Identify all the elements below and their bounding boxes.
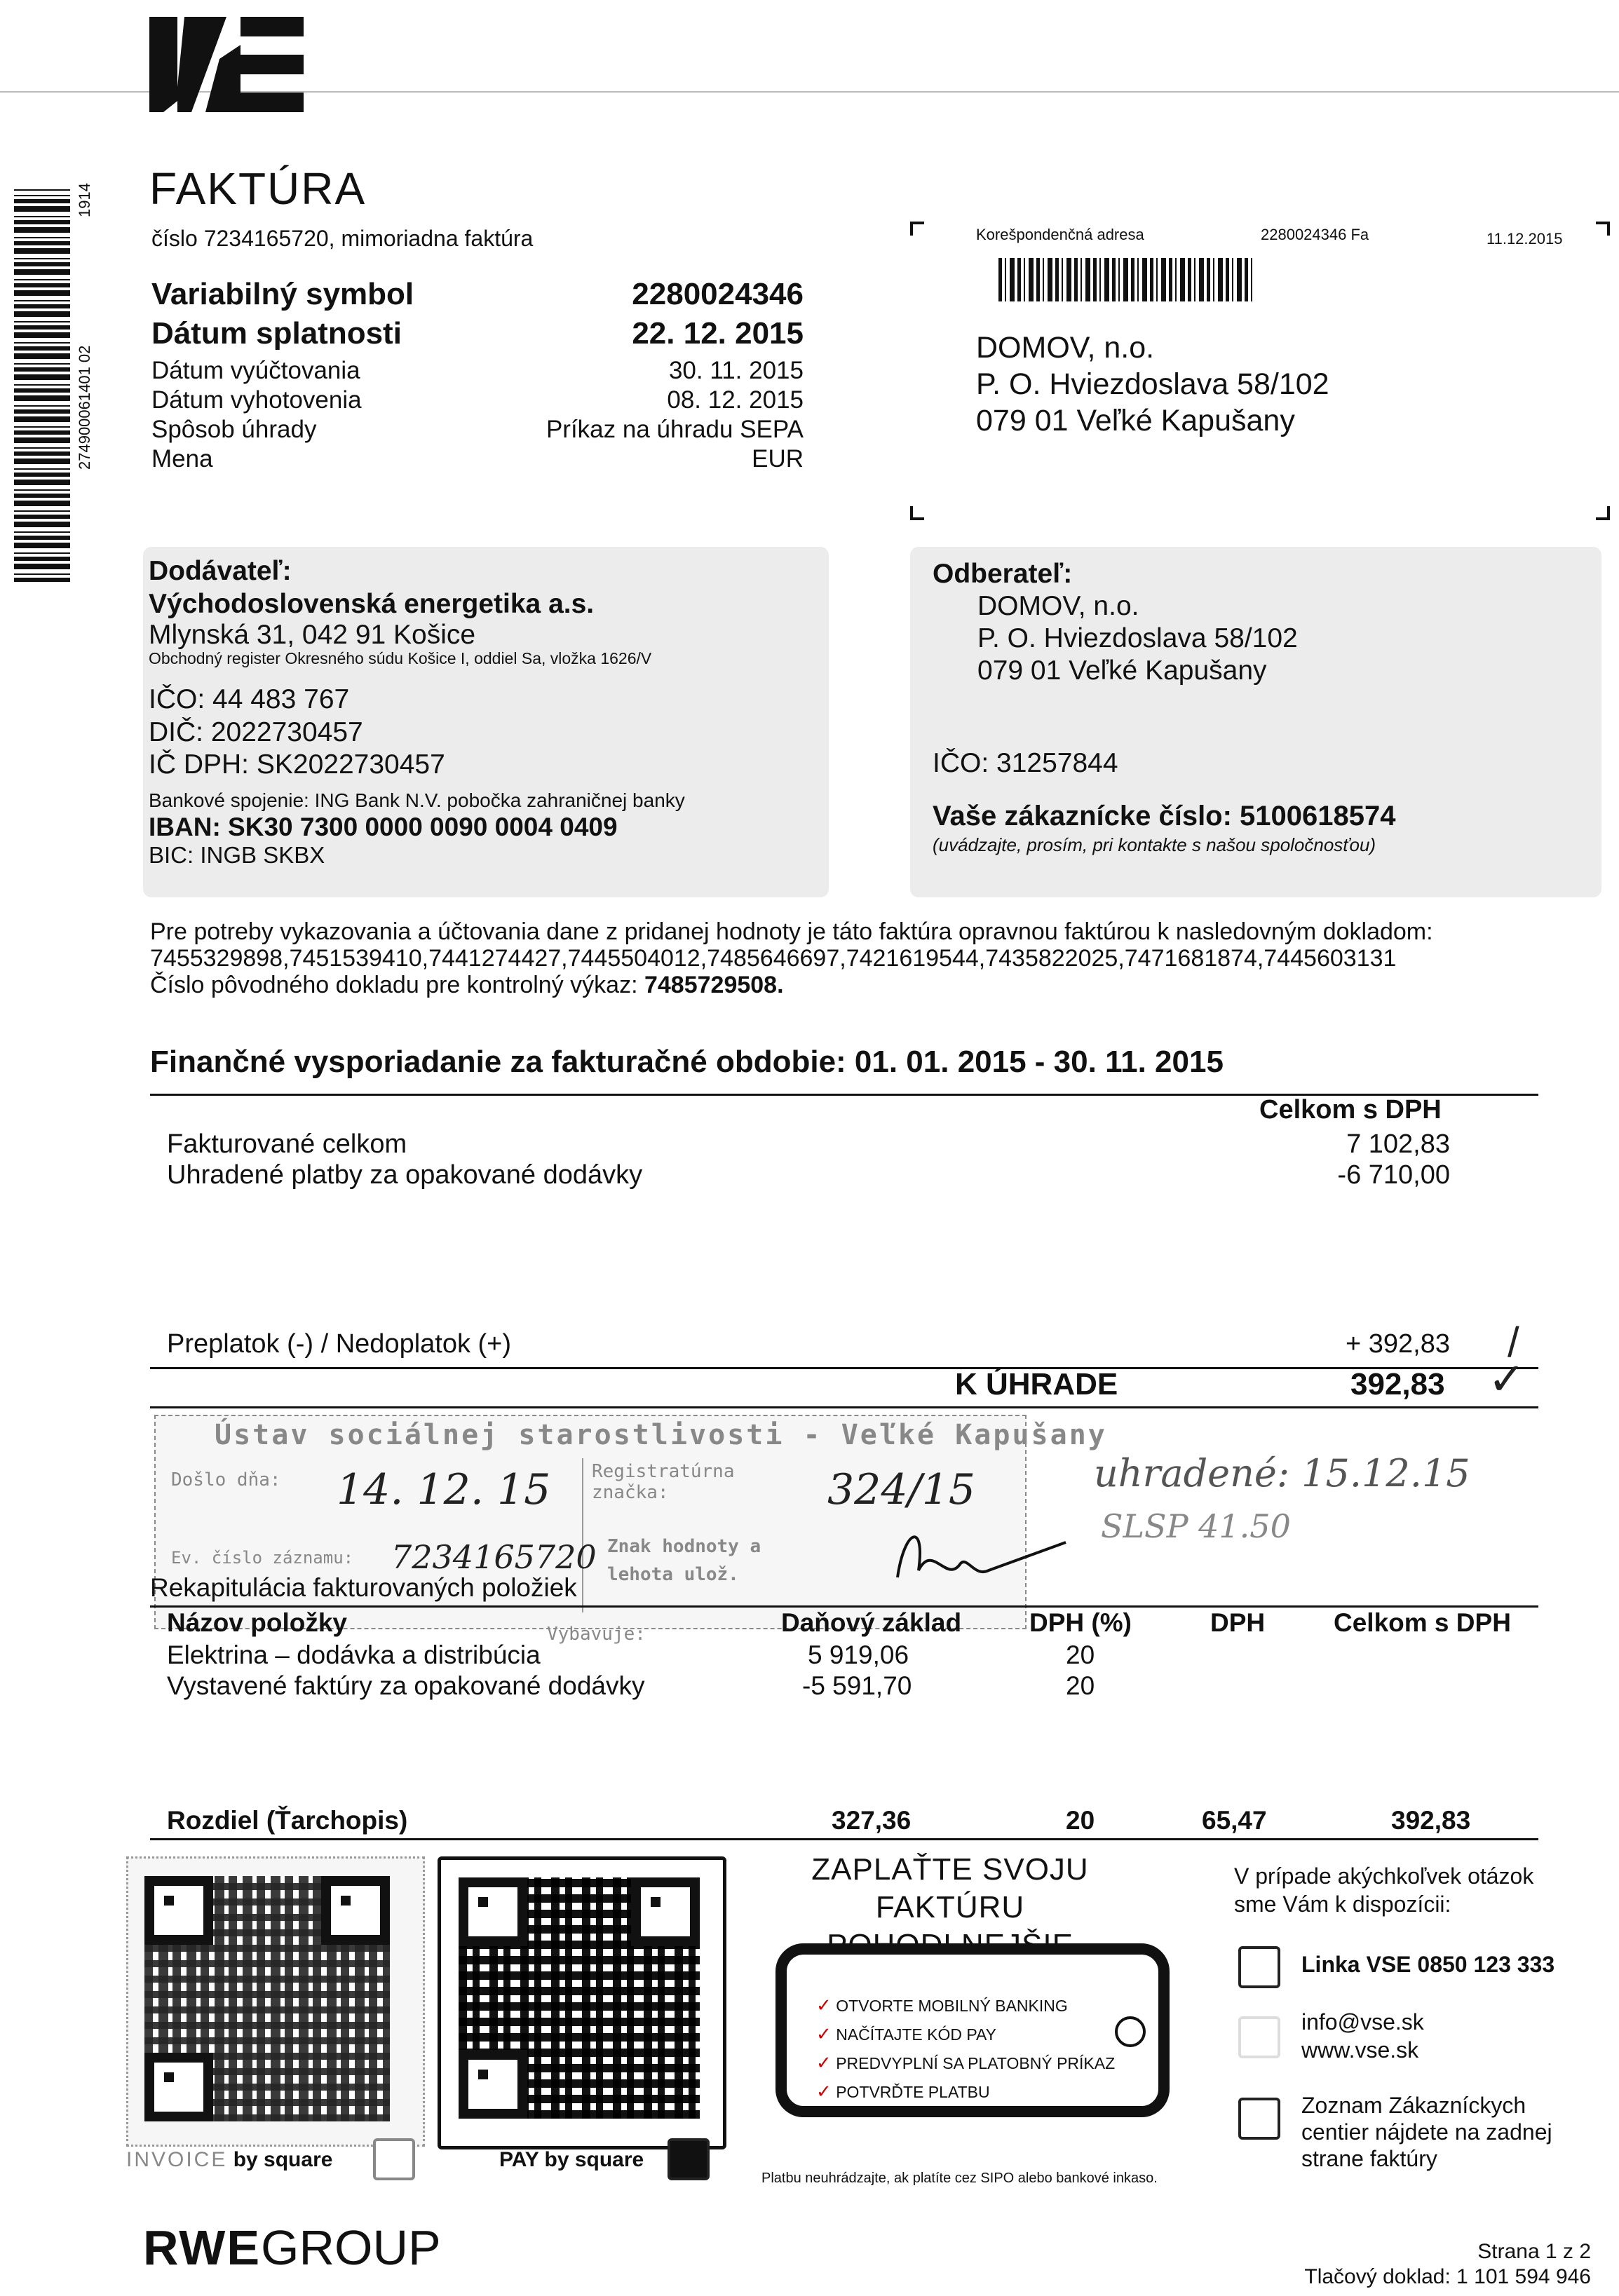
recap-header-vat: DPH xyxy=(1210,1608,1266,1637)
stamp-doslo-value: 14. 12. 15 xyxy=(337,1465,551,1514)
settlement-row-value: -6 710,00 xyxy=(1337,1160,1450,1190)
variable-symbol-label: Variabilný symbol xyxy=(151,277,414,311)
stamp-reg-label: Registratúrna značka: xyxy=(592,1461,735,1503)
payment-footnote: Platbu neuhrádzajte, ak platíte cez SIPO alebo bankové inkaso. xyxy=(761,2171,1158,2186)
invoice-by-label: by square xyxy=(233,2148,333,2171)
correction-note xyxy=(150,918,1594,998)
contact-email[interactable]: info@vse.sk xyxy=(1301,2009,1424,2035)
settlement-rule-mid xyxy=(150,1367,1538,1369)
balance-label: Preplatok (-) / Nedoplatok (+) xyxy=(167,1329,512,1359)
window-corner-br xyxy=(1596,506,1610,520)
invoice-qr-finder xyxy=(321,1876,390,1945)
check-icon: ✓ xyxy=(816,2023,832,2044)
handwritten-bank-note: SLSP 41.50 xyxy=(1101,1507,1291,1545)
settlement-title: Finančné vysporiadanie za fakturačné obdobie: 01. 01. 2015 - 30. 11. 2015 xyxy=(150,1045,1224,1079)
supplier-iban: IBAN: SK30 7300 0000 0090 0004 0409 xyxy=(149,813,618,841)
brand-light: GROUP xyxy=(261,2220,441,2275)
variable-symbol-value: 2280024346 xyxy=(632,277,804,311)
recap-rule-bottom xyxy=(150,1838,1538,1840)
rwe-group-logo xyxy=(143,2220,441,2276)
customer-center-icon xyxy=(1238,2098,1280,2140)
payment-card-icon xyxy=(668,2138,710,2180)
contact-intro xyxy=(1234,1862,1533,1918)
note-line-3-label: Číslo pôvodného dokladu pre kontrolný výkaz: xyxy=(150,972,638,998)
invoice-document-icon xyxy=(373,2138,415,2180)
check-icon: ✓ xyxy=(816,2052,832,2073)
pay-square-label: PAY by square xyxy=(499,2148,644,2171)
due-label: K ÚHRADE xyxy=(955,1367,1118,1401)
meta-row-value: 08. 12. 2015 xyxy=(667,386,804,414)
recap-total-vat-pct: 20 xyxy=(1066,1806,1095,1835)
address-barcode xyxy=(998,258,1254,301)
correspondence-label: Korešpondenčná adresa xyxy=(976,226,1144,243)
note-line-3 xyxy=(150,972,1594,998)
phone-home-button xyxy=(1115,2016,1146,2047)
recap-header-row xyxy=(167,1608,1513,1639)
table-row xyxy=(167,1671,1513,1702)
pay-qr-finder xyxy=(459,1877,527,1946)
due-date-label: Dátum splatnosti xyxy=(151,316,402,351)
correspondence-code: 2280024346 Fa xyxy=(1261,226,1369,243)
stamp-vybavuje-label: Vybavuje: xyxy=(547,1624,646,1645)
recap-total-name: Rozdiel (Ťarchopis) xyxy=(167,1806,408,1835)
supplier-register: Obchodný register Okresného súdu Košice I, oddiel Sa, vložka 1626/V xyxy=(149,649,652,667)
customer-info xyxy=(933,558,1592,855)
supplier-dic: DIČ: 2022730457 xyxy=(149,717,363,747)
supplier-ico: IČO: 44 483 767 xyxy=(149,684,350,714)
window-corner-tr xyxy=(1596,222,1610,236)
address-name: DOMOV, n.o. xyxy=(976,331,1155,365)
invoice-qr-finder xyxy=(144,2053,213,2121)
vse-logo xyxy=(149,17,304,112)
recap-item-vat-pct: 20 xyxy=(1066,1641,1095,1669)
phone-icon xyxy=(1238,1946,1280,1988)
contact-centers-line-3: strane faktúry xyxy=(1301,2146,1437,2171)
contact-phone: Linka VSE 0850 123 333 xyxy=(1301,1952,1555,1977)
recap-total-row xyxy=(167,1806,1513,1837)
recap-total-vat: 65,47 xyxy=(1202,1806,1267,1835)
address-city: 079 01 Veľké Kapušany xyxy=(976,404,1295,437)
page-number: Strana 1 z 2 xyxy=(1477,2240,1591,2263)
meta-row-value: EUR xyxy=(752,445,804,473)
window-corner-tl xyxy=(910,222,924,236)
meta-row-label: Dátum vyhotovenia xyxy=(151,386,362,414)
supplier-name: Východoslovenská energetika a.s. xyxy=(149,589,595,619)
payment-step: ✓ PREDVYPLNÍ SA PLATOBNÝ PRÍKAZ xyxy=(816,2052,1116,2073)
recap-total-base: 327,36 xyxy=(832,1806,912,1835)
settlement-col-header: Celkom s DPH xyxy=(1259,1095,1442,1125)
promo-title-line-1: ZAPLAŤTE SVOJU FAKTÚRU xyxy=(811,1852,1089,1924)
page-title: FAKTÚRA xyxy=(149,163,367,214)
table-row xyxy=(167,1641,1513,1671)
settlement-row-label: Uhradené platby za opakované dodávky xyxy=(167,1160,643,1190)
recap-item-vat-pct: 20 xyxy=(1066,1671,1095,1700)
stamp-divider xyxy=(582,1458,583,1612)
recap-item-base: 5 919,06 xyxy=(808,1641,909,1669)
customer-city: 079 01 Veľké Kapušany xyxy=(977,655,1267,686)
check-mark-2: ✓ xyxy=(1488,1354,1526,1404)
contact-intro-line-1: V prípade akýchkoľvek otázok xyxy=(1234,1863,1534,1889)
payment-step: ✓ OTVORTE MOBILNÝ BANKING xyxy=(816,1995,1068,2016)
note-line-3-value: 7485729508. xyxy=(644,972,784,998)
correspondence-date: 11.12.2015 xyxy=(1486,230,1563,247)
invoice-square-label xyxy=(126,2148,332,2172)
meta-row-value: Príkaz na úhradu SEPA xyxy=(546,416,804,443)
print-document-number: Tlačový doklad: 1 101 594 946 xyxy=(1304,2265,1591,2288)
contact-website[interactable]: www.vse.sk xyxy=(1301,2037,1419,2063)
balance-row xyxy=(167,1329,1450,1359)
check-icon: ✓ xyxy=(816,1995,832,2016)
correspondence-address xyxy=(976,330,1329,439)
check-mark-1: / xyxy=(1508,1319,1519,1366)
side-code-top: 1914 xyxy=(76,183,93,217)
pay-qr-finder xyxy=(459,2050,527,2119)
settlement-rule-bottom xyxy=(150,1406,1538,1408)
meta-row-value: 30. 11. 2015 xyxy=(668,357,804,384)
supplier-heading: Dodávateľ: xyxy=(149,556,292,586)
stamp-cislo-label: Ev. číslo záznamu: xyxy=(171,1548,354,1568)
recap-title: Rekapitulácia fakturovaných položiek xyxy=(150,1573,577,1602)
invoice-meta xyxy=(151,275,804,474)
stamp-cislo-value: 7234165720 xyxy=(391,1538,597,1576)
check-icon: ✓ xyxy=(816,2081,832,2102)
payment-step: ✓ POTVRĎTE PLATBU xyxy=(816,2081,990,2102)
contact-web xyxy=(1301,2008,1424,2064)
invoice-qr-finder xyxy=(144,1876,213,1945)
customer-heading: Odberateľ: xyxy=(933,559,1073,589)
window-corner-bl xyxy=(910,506,924,520)
settlement-rows xyxy=(167,1129,1450,1190)
recap-item-name: Elektrina – dodávka a distribúcia xyxy=(167,1641,541,1669)
recap-item-name: Vystavené faktúry za opakované dodávky xyxy=(167,1671,645,1700)
stamp-title: Ústav sociálnej starostlivosti - Veľké Kapušany xyxy=(215,1419,1107,1451)
settlement-row-value: 7 102,83 xyxy=(1346,1129,1450,1159)
brand-bold: RWE xyxy=(143,2220,262,2275)
email-icon xyxy=(1238,2016,1280,2058)
customer-note: (uvádzajte, prosím, pri kontakte s našou spoločnosťou) xyxy=(933,834,1376,855)
customer-ico: IČO: 31257844 xyxy=(933,748,1118,778)
customer-number: Vaše zákaznícke číslo: 5100618574 xyxy=(933,801,1396,831)
meta-row-label: Spôsob úhrady xyxy=(151,416,317,443)
pay-qr-finder xyxy=(631,1877,700,1946)
supplier-address: Mlynská 31, 042 91 Košice xyxy=(149,620,476,650)
invoice-number: číslo 7234165720, mimoriadna faktúra xyxy=(151,226,534,251)
payment-step: ✓ NAČÍTAJTE KÓD PAY xyxy=(816,2023,996,2044)
side-code-bottom: 274900061401 02 xyxy=(76,345,93,470)
side-barcode xyxy=(14,189,70,582)
supplier-info xyxy=(149,555,822,869)
invoice-label: INVOICE xyxy=(126,2148,228,2171)
note-line-1: Pre potreby vykazovania a účtovania dane z pridanej hodnoty je táto faktúra opravnou faktúrou k nasledovným dokladom: xyxy=(150,918,1433,945)
customer-name: DOMOV, n.o. xyxy=(977,591,1139,621)
stamp-doslo-label: Došlo dňa: xyxy=(171,1469,281,1490)
payment-steps xyxy=(816,1991,1115,2106)
signature xyxy=(890,1514,1073,1598)
stamp-znak-label: Znak hodnoty a lehota ulož. xyxy=(607,1536,761,1585)
settlement-row-label: Fakturované celkom xyxy=(167,1129,407,1159)
address-street: P. O. Hviezdoslava 58/102 xyxy=(976,367,1329,401)
recap-total-total: 392,83 xyxy=(1391,1806,1471,1835)
due-date-value: 22. 12. 2015 xyxy=(632,316,804,351)
balance-value: + 392,83 xyxy=(1346,1329,1450,1359)
contact-intro-line-2: sme Vám k dispozícii: xyxy=(1234,1891,1451,1917)
customer-street: P. O. Hviezdoslava 58/102 xyxy=(977,623,1298,653)
recap-header-total: Celkom s DPH xyxy=(1334,1608,1511,1637)
handwritten-paid-note: uhradené: 15.12.15 xyxy=(1094,1451,1470,1495)
contact-centers xyxy=(1301,2092,1552,2172)
recap-header-base: Daňový základ xyxy=(781,1608,962,1637)
supplier-bank: Bankové spojenie: ING Bank N.V. pobočka zahraničnej banky xyxy=(149,789,685,811)
footer-page xyxy=(1304,2239,1591,2290)
stamp-reg-value: 324/15 xyxy=(827,1465,976,1514)
meta-row-label: Mena xyxy=(151,445,213,473)
supplier-bic: BIC: INGB SKBX xyxy=(149,842,325,868)
meta-row-label: Dátum vyúčtovania xyxy=(151,357,360,384)
supplier-icdph: IČ DPH: SK2022730457 xyxy=(149,749,445,780)
contact-centers-line-1: Zoznam Zákazníckych xyxy=(1301,2093,1526,2118)
contact-centers-line-2: centier nájdete na zadnej xyxy=(1301,2119,1552,2145)
note-line-2: 7455329898,7451539410,7441274427,7445504012,7485646697,7421619544,7435822025,7471681874,7445603131 xyxy=(150,945,1397,972)
recap-rule-top xyxy=(150,1605,1538,1608)
recap-header-name: Názov položky xyxy=(167,1608,347,1637)
recap-item-base: -5 591,70 xyxy=(802,1671,912,1700)
due-value: 392,83 xyxy=(1350,1367,1445,1401)
recap-header-vat-pct: DPH (%) xyxy=(1029,1608,1132,1637)
